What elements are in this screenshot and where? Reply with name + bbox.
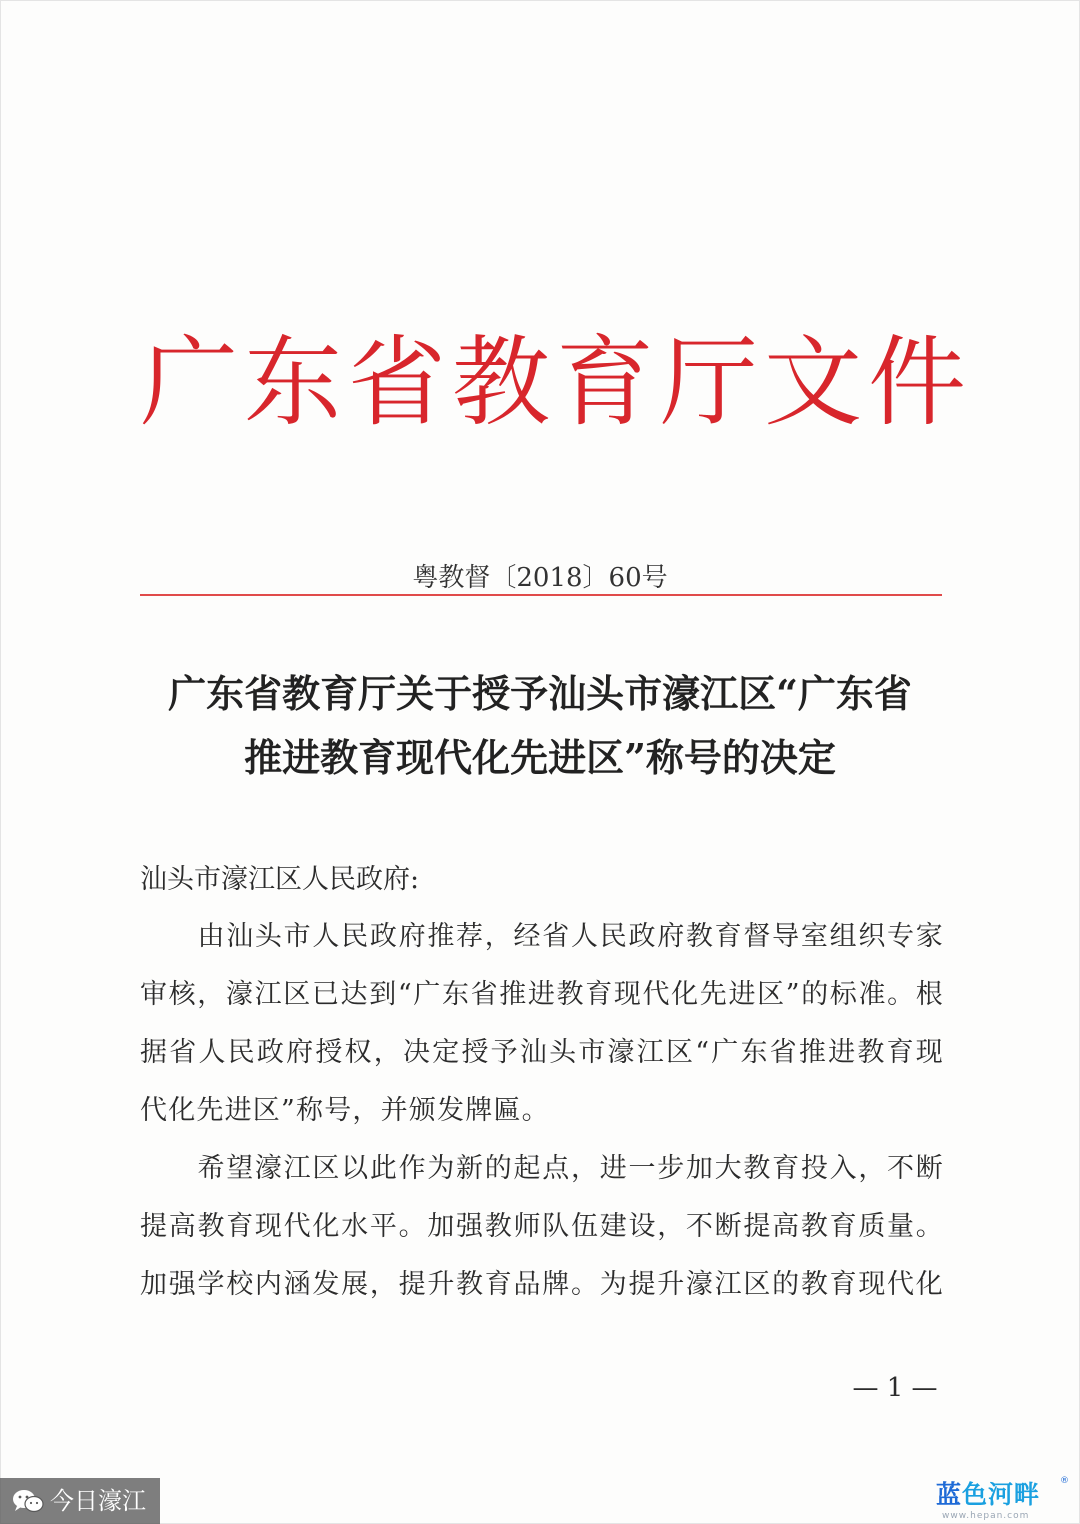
body-paragraph-2: [140, 1140, 944, 1314]
paragraph-line: 加强学校内涵发展，提升教育品牌。为提升濠江区的教育现代化: [140, 1269, 944, 1300]
body-paragraph-1: [140, 908, 944, 1140]
paragraph-line: 由汕头市人民政府推荐，经省人民政府教育督导室组织专家: [140, 921, 944, 952]
registered-mark: ®: [1060, 1476, 1069, 1486]
page-number: — 1 —: [852, 1373, 938, 1403]
addressee: 汕头市濠江区人民政府:: [140, 864, 420, 895]
site-watermark-url: www.hepan.com: [942, 1511, 1030, 1521]
brand-rest: 色河畔: [962, 1480, 1041, 1509]
paragraph-line: 据省人民政府授权，决定授予汕头市濠江区“广东省推进教育现: [140, 1037, 944, 1068]
heading-line: 广东省教育厅关于授予汕头市濠江区“广东省: [168, 671, 912, 716]
paragraph-line: 代化先进区”称号，并颁发牌匾。: [140, 1095, 550, 1126]
heading-line: 推进教育现代化先进区”称号的决定: [244, 735, 836, 780]
site-watermark-brand: [936, 1480, 1070, 1510]
paragraph-line: 审核，濠江区已达到“广东省推进教育现代化先进区”的标准。根: [140, 979, 944, 1010]
wechat-account-watermark: [0, 1478, 160, 1524]
document-heading: [120, 662, 960, 790]
site-watermark: [936, 1476, 1070, 1521]
wechat-icon: [10, 1487, 46, 1515]
document-header-title: 广东省教育厅文件: [140, 326, 973, 440]
brand-char: 蓝: [936, 1480, 963, 1509]
document-number: 粤教督〔2018〕60号: [412, 563, 668, 593]
paragraph-line: 提高教育现代化水平。加强教师队伍建设，不断提高教育质量。: [140, 1211, 944, 1242]
paragraph-line: 希望濠江区以此作为新的起点，进一步加大教育投入，不断: [140, 1153, 944, 1184]
red-divider-line: [140, 594, 942, 596]
wechat-account-label: 今日濠江: [50, 1487, 146, 1515]
